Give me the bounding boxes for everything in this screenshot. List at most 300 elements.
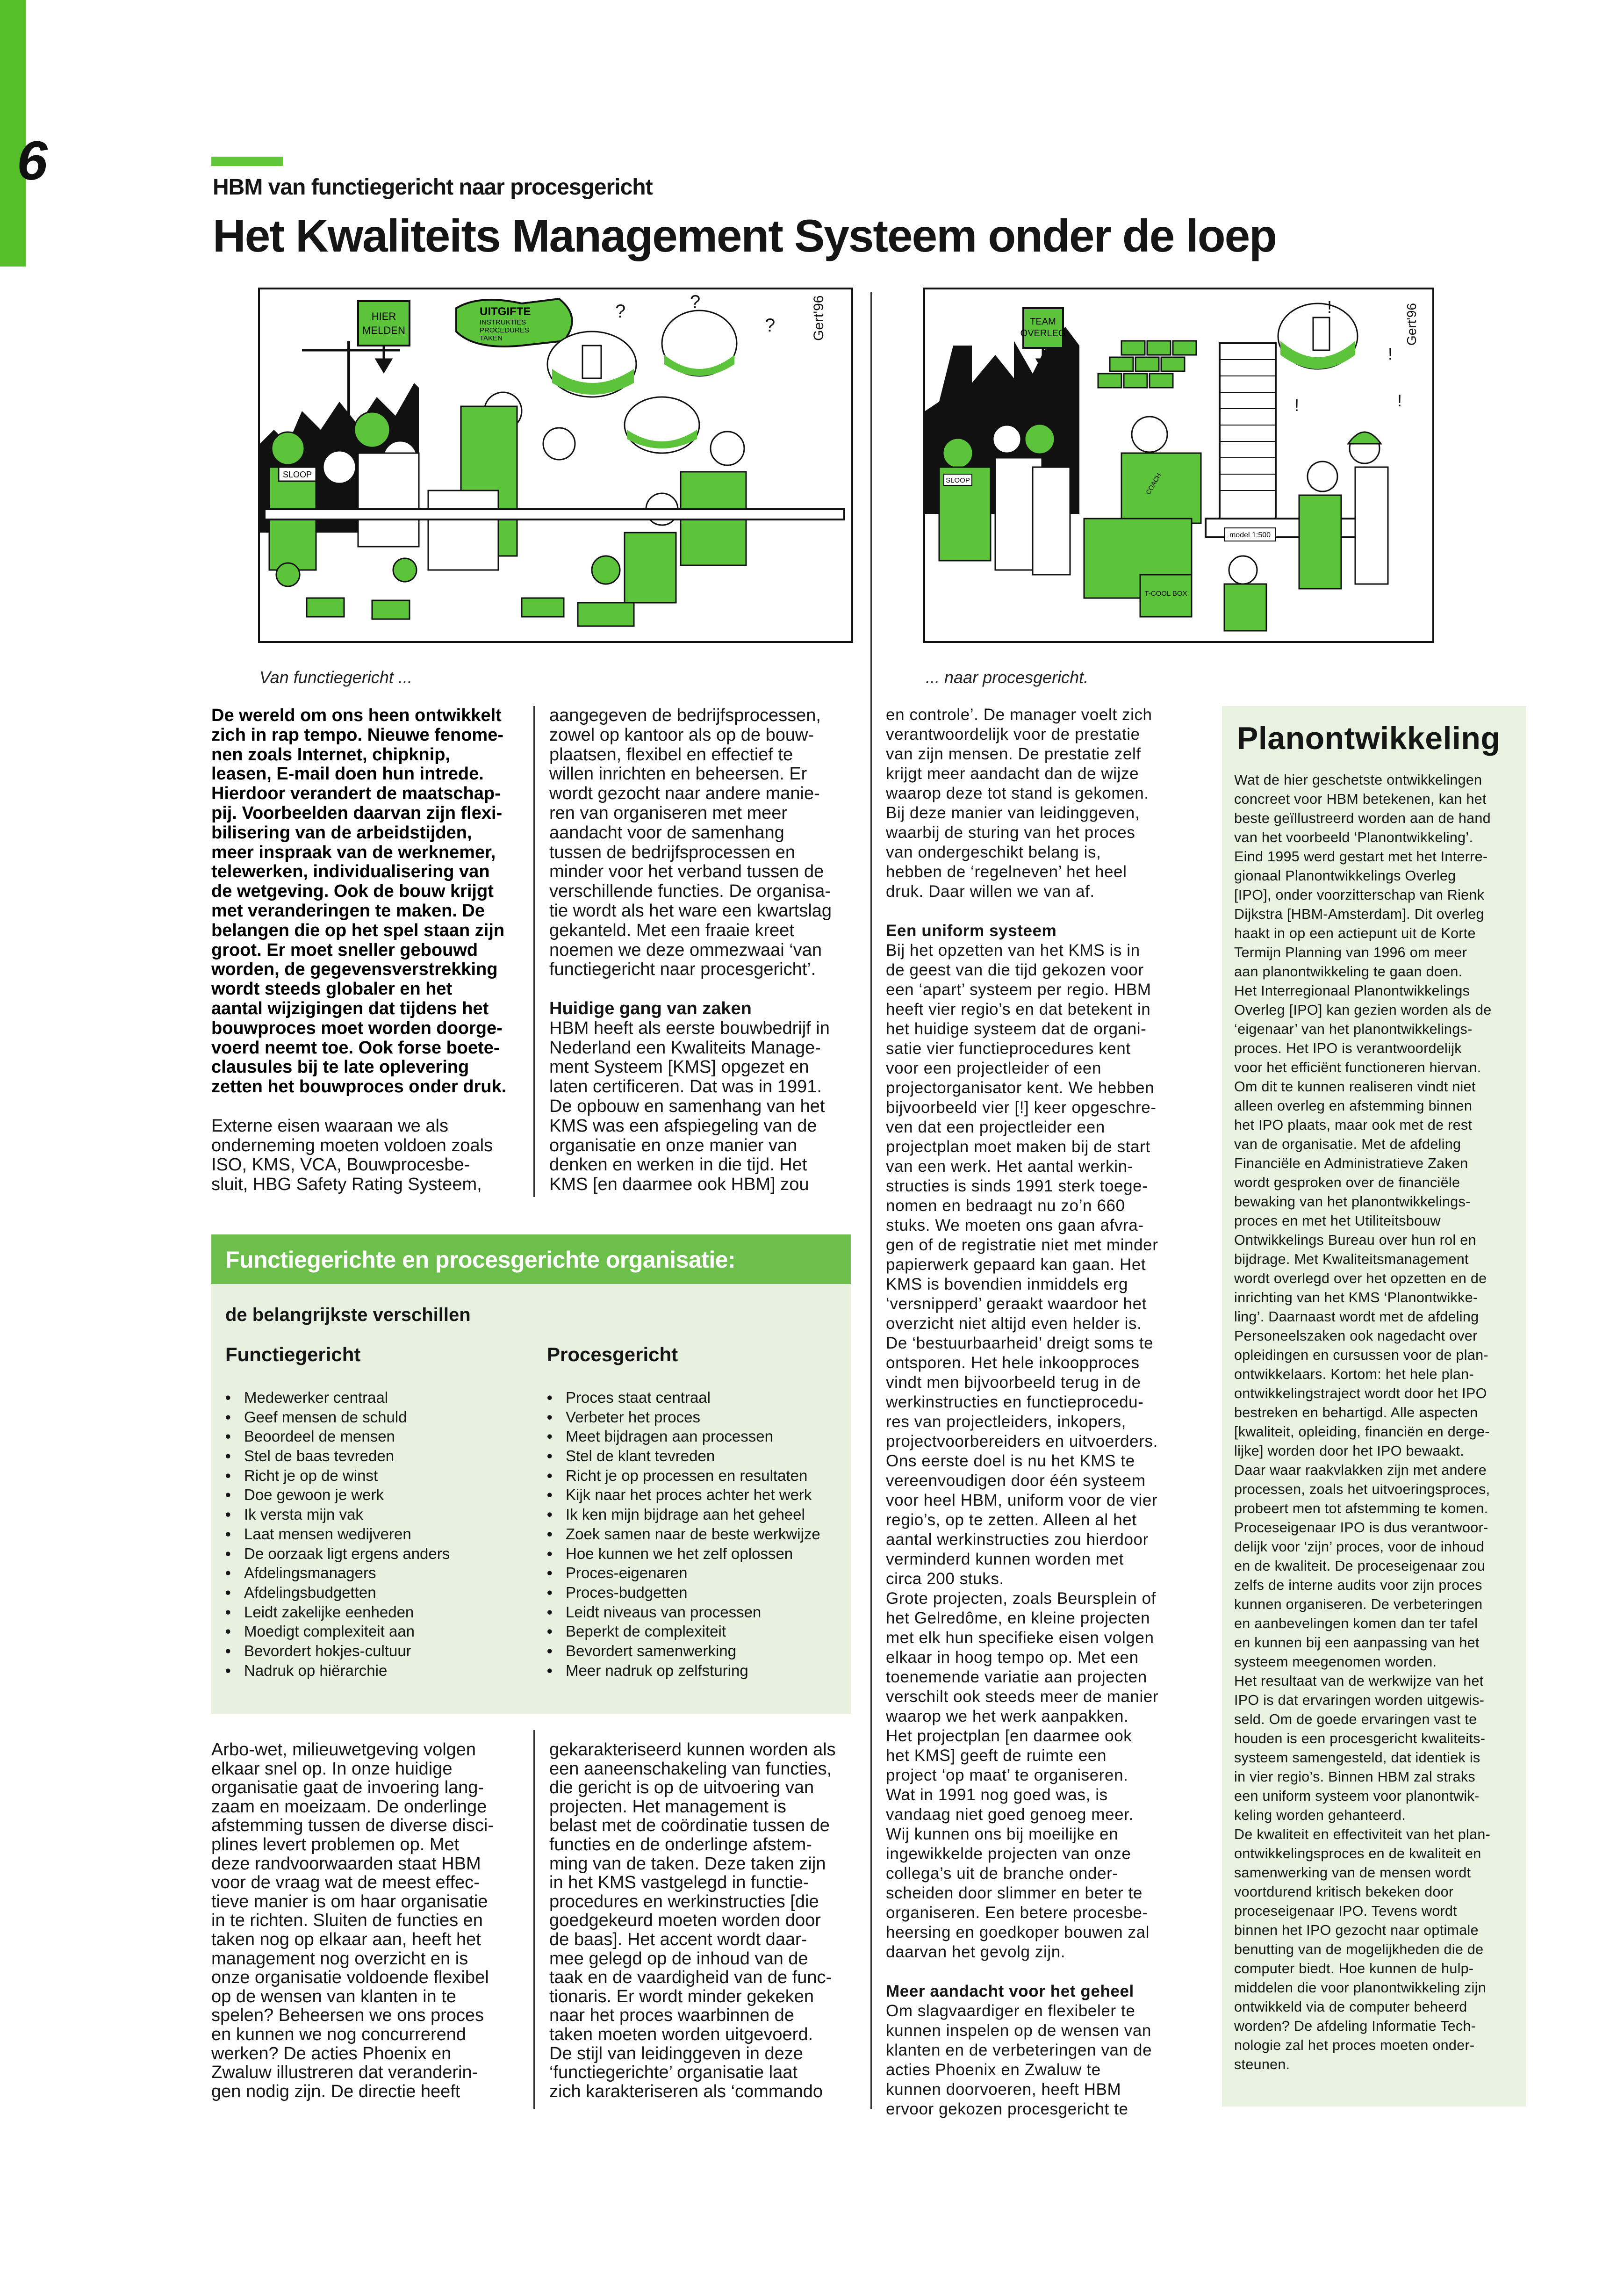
text-line: Proceseigenaar IPO is dus verantwoor- — [1234, 1520, 1488, 1536]
svg-text:!: ! — [1294, 396, 1300, 415]
text-line: ontwikkeld via de computer beheerd — [1234, 1999, 1467, 2015]
text-line: klanten en de verbeteringen van de — [886, 2041, 1152, 2059]
text-line: lijke] worden door het IPO bewaakt. — [1234, 1443, 1464, 1459]
text-line: plines levert problemen op. Met — [211, 1834, 460, 1854]
sign-text: OVERLEG — [1020, 328, 1066, 339]
list-item: • Bevordert hokjes-cultuur — [225, 1641, 450, 1661]
list-item: • Doe gewoon je werk — [225, 1485, 450, 1505]
svg-text:?: ? — [690, 292, 701, 312]
text-line: Nederland een Kwaliteits Manage- — [549, 1038, 821, 1058]
list-item: • Nadruk op hiërarchie — [225, 1661, 450, 1681]
text-line: aantal werkinstructies zou hierdoor — [886, 1530, 1149, 1549]
text-line: zetten het bouwproces onder druk. — [211, 1077, 507, 1097]
text-line: opleidingen en cursussen voor de plan- — [1234, 1347, 1488, 1363]
text-line: satie vier functieprocedures kent — [886, 1039, 1131, 1058]
text-line: Ontwikkelings Bureau over hun rol en — [1234, 1232, 1476, 1248]
text-line: aandacht voor de samenhang — [549, 822, 784, 843]
hier-melden-sign — [358, 301, 410, 346]
text-line: ‘versnipperd’ geraakt waardoor het — [886, 1295, 1147, 1313]
text-line: houden is een procesgericht kwaliteits- — [1234, 1731, 1486, 1746]
text-line: ‘eigenaar’ van het planontwikkelings- — [1234, 1021, 1473, 1037]
section-heading: Een uniform systeem — [886, 922, 1057, 940]
text-line: een uniform systeem voor planontwik- — [1234, 1788, 1480, 1804]
text-line: binnen het IPO gezocht naar optimale — [1234, 1922, 1479, 1938]
text-line: management nog overzicht en is — [211, 1948, 468, 1969]
list-heading-functiegericht: Functiegericht — [225, 1343, 361, 1365]
text-line: heersing en goedkoper bouwen zal — [886, 1923, 1150, 1941]
text-line: Ons eerste doel is nu het KMS te — [886, 1452, 1135, 1470]
text-line: voor een projectleider of een — [886, 1059, 1102, 1077]
text-line: een ‘apart’ systeem per regio. HBM — [886, 981, 1151, 999]
text-line: taak en de vaardigheid van de func- — [549, 1968, 832, 1988]
text-line: aantal wijzigingen dat tijdens het — [211, 998, 489, 1018]
text-line: Eind 1995 werd gestart met het Interre- — [1234, 849, 1488, 865]
text-line: aangegeven de bedrijfsprocessen, — [549, 706, 821, 725]
text-line: Bij het opzetten van het KMS is in — [886, 941, 1140, 960]
svg-text:?: ? — [615, 301, 626, 322]
text-line: taken moeten worden uitgevoerd. — [549, 2024, 813, 2044]
text-line: worden? De afdeling Informatie Tech- — [1234, 2018, 1476, 2034]
text-line: proces. Het IPO is verantwoordelijk — [1234, 1040, 1462, 1056]
text-line: daarvan het gevolg zijn. — [886, 1943, 1066, 1961]
text-line: deze randvoorwaarden staat HBM — [211, 1854, 481, 1874]
text-line: willen inrichten en beheersen. Er — [549, 764, 807, 784]
text-line: ment Systeem [KMS] opgezet en — [549, 1057, 809, 1077]
article-kicker: HBM van functiegericht naar procesgericht — [213, 175, 653, 200]
cartoon-illustration-right — [925, 289, 1432, 641]
text-line: stuks. We moeten ons gaan afvra- — [886, 1216, 1144, 1234]
text-line: Wat in 1991 nog goed was, is — [886, 1786, 1108, 1804]
text-line: projectorganisator kent. We hebben — [886, 1079, 1155, 1097]
list-item: • Laat mensen wedijveren — [225, 1524, 450, 1544]
text-line: verschillende functies. De organisa- — [549, 881, 831, 902]
text-line: naar het proces waarbinnen de — [549, 2006, 794, 2026]
text-line: en de kwaliteit. De proceseigenaar zou — [1234, 1558, 1485, 1574]
text-line: werken? De acties Phoenix en — [211, 2043, 452, 2063]
text-line: telewerken, individualisering van — [211, 862, 490, 882]
page-number: 6 — [17, 130, 48, 192]
text-line: zelfs de interne audits voor zijn proces — [1234, 1577, 1482, 1593]
text-line: Termijn Planning van 1996 om meer — [1234, 945, 1467, 960]
text-line: organisatie en onze manier van — [549, 1135, 798, 1155]
text-line: bilisering van de arbeidstijden, — [211, 822, 472, 843]
text-line: ervoor gekozen procesgericht te — [886, 2100, 1128, 2118]
text-line: heeft vier regio’s en dat betekent in — [886, 1000, 1151, 1018]
text-line: ontsporen. Het hele inkoopproces — [886, 1354, 1140, 1372]
list-item: • Proces-eigenaren — [547, 1563, 820, 1583]
text-line: keling worden gehanteerd. — [1234, 1807, 1406, 1823]
text-line: Zwaluw illustreren dat veranderin- — [211, 2063, 478, 2083]
list-item: • Ik ken mijn bijdrage aan het geheel — [547, 1505, 820, 1524]
text-line: alleen overleg en afstemming binnen — [1234, 1098, 1472, 1114]
artist-signature: Gert'96 — [811, 295, 826, 341]
text-line: vandaag niet goed genoeg meer. — [886, 1805, 1134, 1824]
list-item: • Richt je op processen en resultaten — [547, 1466, 820, 1486]
text-line: kunnen doorvoeren, heeft HBM — [886, 2080, 1121, 2099]
text-line: systeem samengesteld, dat identiek is — [1234, 1750, 1480, 1766]
text-line: onze organisatie voldoende flexibel — [211, 1968, 489, 1988]
text-line: KMS [en daarmee ook HBM] zou — [549, 1175, 809, 1195]
badge-text: SLOOP — [946, 476, 970, 484]
text-line: Daar waar raakvlakken zijn met andere — [1234, 1462, 1487, 1478]
text-line: sluit, HBG Safety Rating Systeem, — [211, 1175, 482, 1195]
text-line: Het resultaat van de werkwijze van het — [1234, 1673, 1484, 1689]
text-line: elkaar snel op. In onze huidige — [211, 1759, 453, 1779]
text-line: nologie zal het proces moeten onder- — [1234, 2037, 1475, 2053]
text-line: papierwerk gepaard kan gaan. Het — [886, 1255, 1146, 1274]
text-line: bijvoorbeeld vier [!] keer opgeschre- — [886, 1098, 1157, 1117]
board-text: PROCEDURES — [480, 326, 529, 334]
text-line: leasen, E-mail doen hun intrede. — [211, 764, 484, 784]
text-line: Om slagvaardiger en flexibeler te — [886, 2002, 1135, 2020]
text-line: vereenvoudigen door één systeem — [886, 1472, 1146, 1490]
text-line: spelen? Beheersen we ons proces — [211, 2006, 484, 2026]
cartoon-procesgericht — [923, 288, 1434, 643]
text-line: Wat de hier geschetste ontwikkelingen — [1234, 772, 1482, 788]
text-line: overzicht niet altijd even helder is. — [886, 1314, 1142, 1333]
list-item: • Beperkt de complexiteit — [547, 1622, 820, 1641]
list-heading-procesgericht: Procesgericht — [547, 1343, 678, 1365]
text-line: Overleg [IPO] kan gezien worden als de — [1234, 1002, 1492, 1018]
text-line: delijk voor ‘zijn’ proces, voor de inhoud — [1234, 1539, 1485, 1555]
text-line: organiseren. Een betere procesbe- — [886, 1904, 1148, 1922]
sidebar-title: Planontwikkeling — [1237, 721, 1501, 756]
text-line: [kwaliteit, opleiding, financiën en derge- — [1234, 1424, 1490, 1440]
article-column-2 — [549, 706, 832, 1195]
text-line: Om dit te kunnen realiseren vindt niet — [1234, 1079, 1476, 1095]
text-line: bouwproces moet worden doorge- — [211, 1018, 503, 1038]
text-line: De kwaliteit en effectiviteit van het plan- — [1234, 1826, 1491, 1842]
paragraph-gap — [886, 1962, 1158, 1982]
text-line: bewaking van het planontwikkelings- — [1234, 1194, 1471, 1210]
toolbox-label: T-COOL BOX — [1144, 590, 1187, 598]
text-line: zaam en moeizaam. De onderlinge — [211, 1796, 487, 1817]
text-line: organisatie gaat de invoering lang- — [211, 1778, 484, 1798]
text-line: verschilt ook steeds meer de manier — [886, 1688, 1159, 1706]
text-line: steunen. — [1234, 2056, 1290, 2072]
text-line: werkinstructies en functieprocedu- — [886, 1393, 1144, 1411]
text-line: belast met de coördinatie tussen de — [549, 1816, 830, 1836]
text-line: gekarakteriseerd kunnen worden als — [549, 1740, 836, 1760]
list-item: • Beoordeel de mensen — [225, 1427, 450, 1446]
artist-signature: Gert'96 — [1404, 303, 1419, 346]
building-model — [1220, 343, 1276, 521]
list-item: • Bevordert samenwerking — [547, 1641, 820, 1661]
text-line: van zijn mensen. De prestatie zelf — [886, 745, 1141, 763]
text-line: ingewikkelde projecten van onze — [886, 1845, 1131, 1863]
text-line: in vier regio’s. Binnen HBM zal straks — [1234, 1769, 1475, 1785]
text-line: tieve manier is om haar organisatie — [211, 1891, 488, 1912]
text-line: Grote projecten, zoals Beursplein of — [886, 1589, 1157, 1608]
text-line: functiegericht naar procesgericht’. — [549, 960, 816, 980]
text-line: noemen we deze ommezwaai ‘van — [549, 940, 822, 960]
text-line: zich in rap tempo. Nieuwe fenome- — [211, 725, 503, 745]
barrier-pipe — [265, 509, 844, 519]
text-line: die gericht is op de uitvoering van — [549, 1778, 814, 1798]
list-item: • Afdelingsbudgetten — [225, 1583, 450, 1602]
text-line: gekanteld. Met een fraaie kreet — [549, 920, 794, 940]
text-line: ling’. Daarnaast wordt met de afdeling — [1234, 1309, 1479, 1325]
text-line: de baas]. Het accent wordt daar- — [549, 1929, 807, 1949]
text-line: ISO, KMS, VCA, Bouwprocesbe- — [211, 1155, 470, 1175]
text-line: projecten. Het management is — [549, 1796, 786, 1817]
coach-sash-text: COACH — [1144, 471, 1163, 496]
text-line: clausules bij te late oplevering — [211, 1057, 469, 1077]
text-line: taken nog op elkaar aan, heeft het — [211, 1929, 481, 1949]
text-line: functies en de onderlinge afstem- — [549, 1834, 812, 1854]
text-line: de geest van die tijd gekozen voor — [886, 961, 1144, 979]
text-line: systeem meegenomen worden. — [1234, 1654, 1437, 1670]
list-item: • Ik versta mijn vak — [225, 1505, 450, 1524]
paragraph-gap — [549, 980, 832, 999]
comparison-box-subtitle: de belangrijkste verschillen — [225, 1305, 471, 1325]
sign-text: HIER — [371, 310, 396, 322]
caption-left-cartoon: Van functiegericht ... — [259, 668, 412, 687]
text-line: in het KMS vastgelegd in functie- — [549, 1873, 809, 1893]
text-line: Externe eisen waaraan we als — [211, 1116, 448, 1136]
column-divider — [533, 1730, 535, 2109]
list-item: • Hoe kunnen we het zelf oplossen — [547, 1544, 820, 1564]
text-line: De wereld om ons heen ontwikkelt — [211, 706, 502, 725]
text-line: van de organisatie. Met de afdeling — [1234, 1136, 1461, 1152]
text-line: bijdrage. Met Kwaliteitsmanagement — [1234, 1251, 1469, 1267]
article-column-1 — [211, 706, 506, 1195]
text-line: pij. Voorbeelden daarvan zijn flexi- — [211, 803, 503, 823]
text-line: Bij deze manier van leidinggeven, — [886, 804, 1140, 822]
list-item: • Kijk naar het proces achter het werk — [547, 1485, 820, 1505]
text-line: waarop deze tot stand is gekomen. — [886, 784, 1149, 802]
list-item: • Geef mensen de schuld — [225, 1407, 450, 1427]
text-line: inrichting van het KMS ‘Planontwikke- — [1234, 1290, 1478, 1306]
cartoon-illustration-left — [260, 289, 851, 641]
text-line: projectvoorbereiders en uitvoerders. — [886, 1432, 1158, 1450]
text-line: krijgt meer aandacht dan de wijze — [886, 765, 1139, 783]
text-line: ren van organiseren met meer — [549, 803, 788, 823]
text-line: mee gelegd op de inhoud van de — [549, 1948, 808, 1969]
green-bricks — [1098, 341, 1196, 388]
functiegericht-list — [225, 1388, 450, 1680]
text-line: gen of de registratie niet met minder — [886, 1236, 1158, 1254]
text-line: van ondergeschikt belang is, — [886, 843, 1101, 861]
svg-text:!: ! — [1388, 344, 1393, 363]
text-line: plaatsen, flexibel en effectief te — [549, 744, 793, 765]
text-line: aan planontwikkeling te gaan doen. — [1234, 964, 1463, 980]
kicker-accent-bar — [211, 157, 283, 166]
text-line: beste geïllustreerd worden aan de hand — [1234, 810, 1491, 826]
list-item: • Richt je op de winst — [225, 1466, 450, 1486]
text-line: meer inspraak van de werknemer, — [211, 842, 496, 862]
text-line: het huidige systeem dat de organi- — [886, 1020, 1147, 1038]
text-line: seld. Om de goede ervaringen vast te — [1234, 1711, 1477, 1727]
text-line: proces en met het Utiliteitsbouw — [1234, 1213, 1441, 1229]
text-line: waarbij de sturing van het proces — [886, 823, 1135, 842]
text-line: een aaneenschakeling van functies, — [549, 1759, 832, 1779]
column-divider — [533, 706, 535, 1197]
caption-right-cartoon: ... naar procesgericht. — [926, 668, 1089, 687]
article-title: Het Kwaliteits Management Systeem onder de loep — [213, 210, 1276, 261]
text-line: voor heel HBM, uniform voor de vier — [886, 1491, 1158, 1509]
text-line: haakt in op een actiepunt uit de Korte — [1234, 925, 1476, 941]
svg-text:!: ! — [1327, 297, 1332, 317]
list-item: • De oorzaak ligt ergens anders — [225, 1544, 450, 1564]
board-text: TAKEN — [480, 334, 503, 342]
text-line: concreet voor HBM betekenen, kan het — [1234, 791, 1487, 807]
text-line: elkaar in hoog tempo op. Met een — [886, 1648, 1139, 1667]
list-item: • Afdelingsmanagers — [225, 1563, 450, 1583]
text-line: de wetgeving. Ook de bouw krijgt — [211, 881, 494, 902]
text-line: goedgekeurd moeten worden door — [549, 1911, 821, 1931]
text-line: voortdurend kritisch bekeken door — [1234, 1884, 1454, 1900]
text-line: nen zoals Internet, chipknip, — [211, 744, 450, 765]
text-line: Financiële en Administratieve Zaken — [1234, 1155, 1468, 1171]
text-line: middelen die voor planontwikkeling zijn — [1234, 1980, 1486, 1996]
text-line: voerd neemt toe. Ook forse boete- — [211, 1038, 500, 1058]
article-column-1-continued — [211, 1740, 494, 2101]
text-line: gionaal Planontwikkelings Overleg — [1234, 868, 1456, 884]
text-line: groot. Er moet sneller gebouwd — [211, 940, 478, 960]
text-line: De ‘bestuurbaarheid’ dreigt soms te — [886, 1334, 1154, 1352]
text-line: hebben de ‘regelneven’ het heel — [886, 863, 1127, 881]
text-line: IPO is dat ervaringen worden uitgewis- — [1234, 1692, 1485, 1708]
article-column-2-continued — [549, 1740, 836, 2101]
text-line: regio’s, op te zetten. Alleen al het — [886, 1511, 1137, 1529]
sidebar-body — [1234, 771, 1492, 2074]
comparison-box-title: Functiegerichte en procesgerichte organisatie: — [225, 1247, 736, 1273]
text-line: benutting van de mogelijkheden die de — [1234, 1941, 1484, 1957]
text-line: kunnen organiseren. De verbeteringen — [1234, 1596, 1483, 1612]
sign-text: MELDEN — [362, 325, 405, 336]
text-line: in te richten. Sluiten de functies en — [211, 1911, 483, 1931]
text-line: computer biedt. Hoe kunnen de hulp- — [1234, 1961, 1474, 1977]
section-heading: Huidige gang van zaken — [549, 998, 752, 1018]
text-line: proceseigenaar IPO. Tevens wordt — [1234, 1903, 1457, 1919]
text-line: collega’s uit de branche onder- — [886, 1864, 1118, 1883]
text-line: wordt steeds globaler en het — [211, 979, 453, 999]
text-line: tionaris. Er wordt minder gekeken — [549, 1986, 814, 2006]
text-line: met elk hun specifieke eisen volgen — [886, 1629, 1154, 1647]
text-line: res van projectleiders, inkopers, — [886, 1413, 1126, 1431]
list-item: • Medewerker centraal — [225, 1388, 450, 1407]
cartoon-functiegericht — [258, 288, 853, 643]
text-line: druk. Daar willen we van af. — [886, 882, 1095, 901]
text-line: KMS was een afspiegeling van de — [549, 1116, 817, 1136]
text-line: van het voorbeeld ‘Planontwikkeling’. — [1234, 830, 1473, 845]
list-item: • Meer nadruk op zelfsturing — [547, 1661, 820, 1681]
text-line: Hierdoor verandert de maatschap- — [211, 784, 501, 804]
text-line: zich karakteriseren als ‘commando — [549, 2081, 823, 2101]
paragraph-gap — [886, 902, 1158, 921]
text-line: Wij kunnen ons bij moeilijke en — [886, 1825, 1119, 1843]
text-line: ven dat een projectleider een — [886, 1118, 1105, 1136]
text-line: projectplan moet maken bij de start — [886, 1138, 1150, 1156]
text-line: acties Phoenix en Zwaluw te — [886, 2061, 1101, 2079]
text-line: Dijkstra [HBM-Amsterdam]. Dit overleg — [1234, 906, 1484, 922]
procesgericht-list — [547, 1388, 820, 1680]
text-line: tie wordt als het ware een kwartslag — [549, 901, 832, 921]
text-line: minder voor het verband tussen de — [549, 862, 824, 882]
section-heading: Meer aandacht voor het geheel — [886, 1982, 1134, 2000]
text-line: vindt men bijvoorbeeld terug in de — [886, 1373, 1141, 1392]
text-line: en kunnen we nog concurrerend — [211, 2024, 467, 2044]
text-line: toenemende variatie aan projecten — [886, 1668, 1147, 1686]
text-line: tussen de bedrijfsprocessen en — [549, 842, 795, 862]
text-line: ontwikkelingstraject wordt door het IPO — [1234, 1385, 1487, 1401]
column-divider — [870, 292, 872, 2109]
text-line: belangen die op het spel staan zijn — [211, 920, 505, 940]
text-line: processen, zoals het uitvoeringsproces, — [1234, 1481, 1490, 1497]
text-line: het Gelredôme, en kleine projecten — [886, 1609, 1150, 1627]
text-line: Arbo-wet, milieuwetgeving volgen — [211, 1740, 476, 1760]
badge-text: SLOOP — [282, 470, 312, 479]
text-line: laten certificeren. Dat was in 1991. — [549, 1077, 822, 1097]
text-line: en aanbevelingen komen dan ter tafel — [1234, 1616, 1478, 1631]
text-line: De opbouw en samenhang van het — [549, 1096, 825, 1116]
list-item: • Leidt zakelijke eenheden — [225, 1602, 450, 1622]
text-line: circa 200 stuks. — [886, 1570, 1004, 1588]
text-line: wordt overlegd over het opzetten en de — [1234, 1270, 1487, 1286]
text-line: ontwikkelaars. Kortom: het hele plan- — [1234, 1366, 1474, 1382]
list-item: • Proces staat centraal — [547, 1388, 820, 1407]
text-line: kunnen inspelen op de wensen van — [886, 2021, 1151, 2040]
text-line: Het projectplan [en daarmee ook — [886, 1727, 1132, 1745]
list-item: • Zoek samen naar de beste werkwijze — [547, 1524, 820, 1544]
sign-text: TEAM — [1030, 317, 1056, 327]
text-line: wordt gesproken over de financiële — [1234, 1175, 1460, 1190]
text-line: afstemming tussen de diverse disci- — [211, 1816, 494, 1836]
text-line: het KMS] geeft de ruimte een — [886, 1746, 1107, 1765]
text-line: met veranderingen te maken. De — [211, 901, 485, 921]
list-item: • Moedigt complexiteit aan — [225, 1622, 450, 1641]
text-line: gen nodig zijn. De directie heeft — [211, 2081, 460, 2101]
text-line: worden, de gegevensverstrekking — [211, 960, 498, 980]
text-line: probeert men tot afstemming te komen. — [1234, 1501, 1488, 1516]
text-line: ming van de taken. Deze taken zijn — [549, 1854, 826, 1874]
text-line: De stijl van leidinggeven in deze — [549, 2043, 803, 2063]
list-item: • Proces-budgetten — [547, 1583, 820, 1602]
text-line: samenwerking van de mensen wordt — [1234, 1865, 1471, 1881]
text-line: procedures en werkinstructies [die — [549, 1891, 819, 1912]
svg-text:!: ! — [1397, 391, 1402, 410]
text-line: zowel op kantoor als op de bouw- — [549, 725, 814, 745]
text-line: KMS is bovendien inmiddels erg — [886, 1275, 1128, 1293]
text-line: bestreken en behartigd. Alle aspecten — [1234, 1405, 1478, 1421]
list-item: • Verbeter het proces — [547, 1407, 820, 1427]
text-line: en kunnen bij een aanpassing van het — [1234, 1635, 1480, 1651]
text-line: Het Interregionaal Planontwikkelings — [1234, 983, 1470, 999]
text-line: scheiden door slimmer en beter te — [886, 1884, 1143, 1902]
text-line: structies is sinds 1991 sterk toege- — [886, 1177, 1148, 1195]
text-line: van een werk. Het aantal werkin- — [886, 1157, 1133, 1176]
text-line: voor het efficiënt functioneren hiervan. — [1234, 1060, 1481, 1075]
text-line: denken en werken in die tijd. Het — [549, 1155, 807, 1175]
board-text: INSTRUKTIES — [480, 318, 526, 326]
text-line: onderneming moeten voldoen zoals — [211, 1135, 493, 1155]
board-text: UITGIFTE — [480, 305, 531, 318]
text-line: Personeelszaken ook nagedacht over — [1234, 1328, 1478, 1344]
text-line: ontwikkelingsproces en de kwaliteit en — [1234, 1846, 1481, 1861]
text-line: HBM heeft als eerste bouwbedrijf in — [549, 1018, 830, 1038]
text-line: ‘functiegerichte’ organisatie laat — [549, 2063, 798, 2083]
article-column-3 — [886, 705, 1158, 2119]
text-line: verminderd kunnen worden met — [886, 1550, 1124, 1568]
text-line: waarop we het werk aanpakken. — [886, 1707, 1129, 1725]
text-line: project ‘op maat’ te organiseren. — [886, 1766, 1128, 1784]
text-line: wordt gezocht naar andere manie- — [549, 784, 820, 804]
text-line: verantwoordelijk voor de prestatie — [886, 725, 1140, 743]
list-item: • Stel de baas tevreden — [225, 1446, 450, 1466]
text-line: en controle’. De manager voelt zich — [886, 706, 1152, 724]
list-item: • Leidt niveaus van processen — [547, 1602, 820, 1622]
